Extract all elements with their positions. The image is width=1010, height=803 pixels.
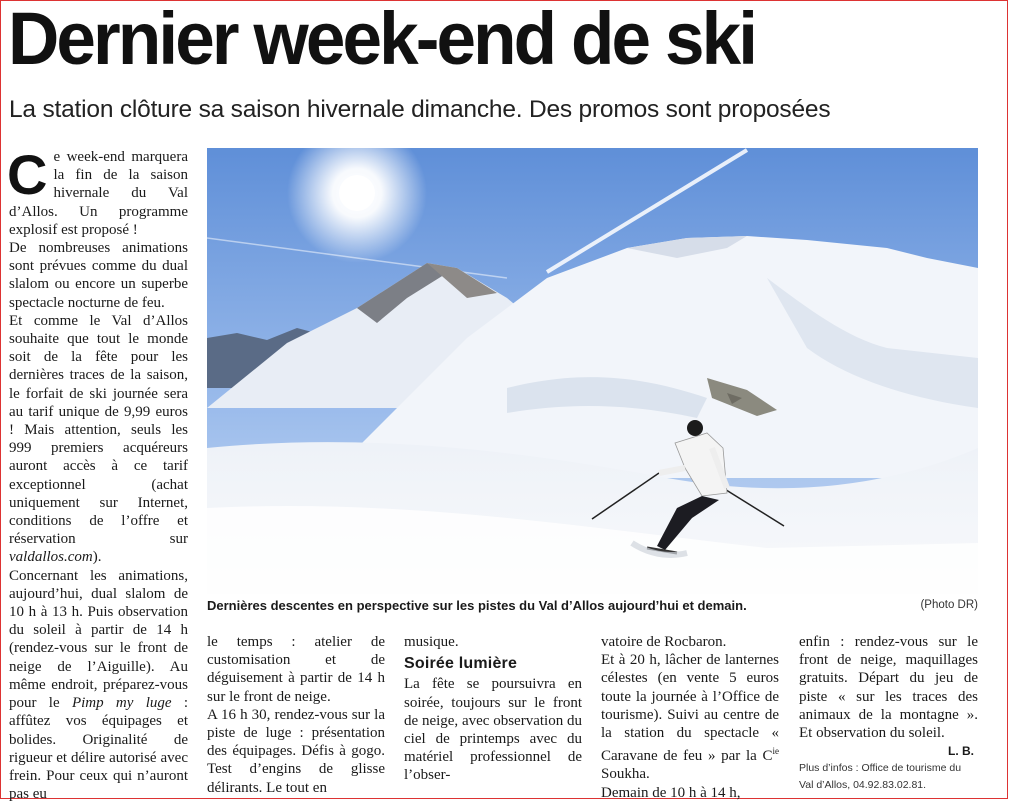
- paragraph: La fête se poursuivra en soirée, toujours sur le front de neige, avec observation du ciel de printemps avec du matériel professionnel de l’obser-: [404, 676, 582, 784]
- photo-credit: (Photo DR): [920, 599, 978, 611]
- paragraph: Demain de 10 h à 14 h,: [601, 784, 741, 801]
- paragraph: [9, 567, 188, 803]
- website-link: valdallos.com: [9, 549, 93, 566]
- paragraph: vatoire de Rocbaron.: [601, 634, 727, 650]
- paragraph: [9, 312, 188, 567]
- paragraph: De nombreuses animations sont prévues comme du dual slalom ou encore un superbe spectacle nocturne de feu.: [9, 240, 188, 311]
- section-subheading: Soirée lumière: [404, 655, 518, 673]
- column-3: [404, 633, 582, 785]
- skier-mountain-image: [207, 148, 978, 594]
- lead-paragraph: [7, 143, 188, 239]
- paragraph-text: : affûtez vos équipages et bolides. Originalité de rigueur et délire autorisé avec frein. Pour ceux qui n’auront pas eu: [9, 695, 189, 803]
- superscript: ie: [772, 746, 779, 757]
- info-note: Plus d’infos : Office de tourisme du Val d’Allos, 04.92.83.02.81.: [799, 762, 962, 792]
- column-5: [799, 633, 978, 794]
- lead-text: e week-end marquera la fin de la saison hivernale du Val d’Allos. Un programme explosif est proposé !: [9, 149, 188, 238]
- column-4: [601, 633, 779, 802]
- paragraph-text: ).: [92, 549, 102, 566]
- paragraph: musique.: [404, 634, 459, 650]
- headline: Dernier week-end de ski: [8, 0, 756, 80]
- paragraph: enfin : rendez-vous sur le front de neige, maquillages gratuits. Départ du jeu de piste « sur les traces des animaux de la montagne ». Et observation du soleil.: [799, 634, 978, 742]
- event-name: Pimp my luge: [71, 695, 172, 712]
- paragraph: A 16 h 30, rendez-vous sur la piste de luge : présentation des équipages. Défis à gogo. Test d’engins de glisse délirants. Le tout en: [207, 706, 385, 796]
- photo-caption: [207, 598, 978, 616]
- paragraph-text: Soukha.: [601, 766, 650, 783]
- caption-text: Dernières descentes en perspective sur les pistes du Val d’Allos aujourd’hui et demain.: [207, 598, 747, 613]
- paragraph: le temps : atelier de customisation et de déguisement à partir de 14 h sur le front de neige.: [207, 634, 385, 705]
- paragraph: [601, 651, 779, 783]
- drop-cap: C: [7, 143, 48, 206]
- paragraph-text: Et comme le Val d’Allos souhaite que tout le monde soit de la fête pour les dernières traces de la saison, le forfait de ski journée sera au tarif unique de 9,99 euros ! Mais attention, seuls les 999 premiers acquéreurs auront accès à ce tarif exceptionnel (achat uniquement sur Internet, conditions de l’offre et réservation sur: [9, 312, 188, 548]
- column-2: [207, 633, 385, 797]
- subheadline: La station clôture sa saison hivernale dimanche. Des promos sont proposées: [9, 96, 831, 123]
- paragraph-text: Concernant les animations, aujourd’hui, dual slalom de 10 h à 13 h. Puis observation du soleil à partir de 14 h (rendez-vous sur le front de neige de l’Aiguille). Au même endroit, préparez-vous pour le: [9, 567, 188, 712]
- ski-photo: [207, 148, 978, 594]
- paragraph-text: Et à 20 h, lâcher de lanternes célestes (en vente 5 euros toute la journée à l’Office de tourisme). Suivi au centre de la station du spectacle « Caravane de feu » par la C: [601, 652, 779, 765]
- column-1: [7, 143, 189, 803]
- author-signature: L. B.: [948, 744, 974, 759]
